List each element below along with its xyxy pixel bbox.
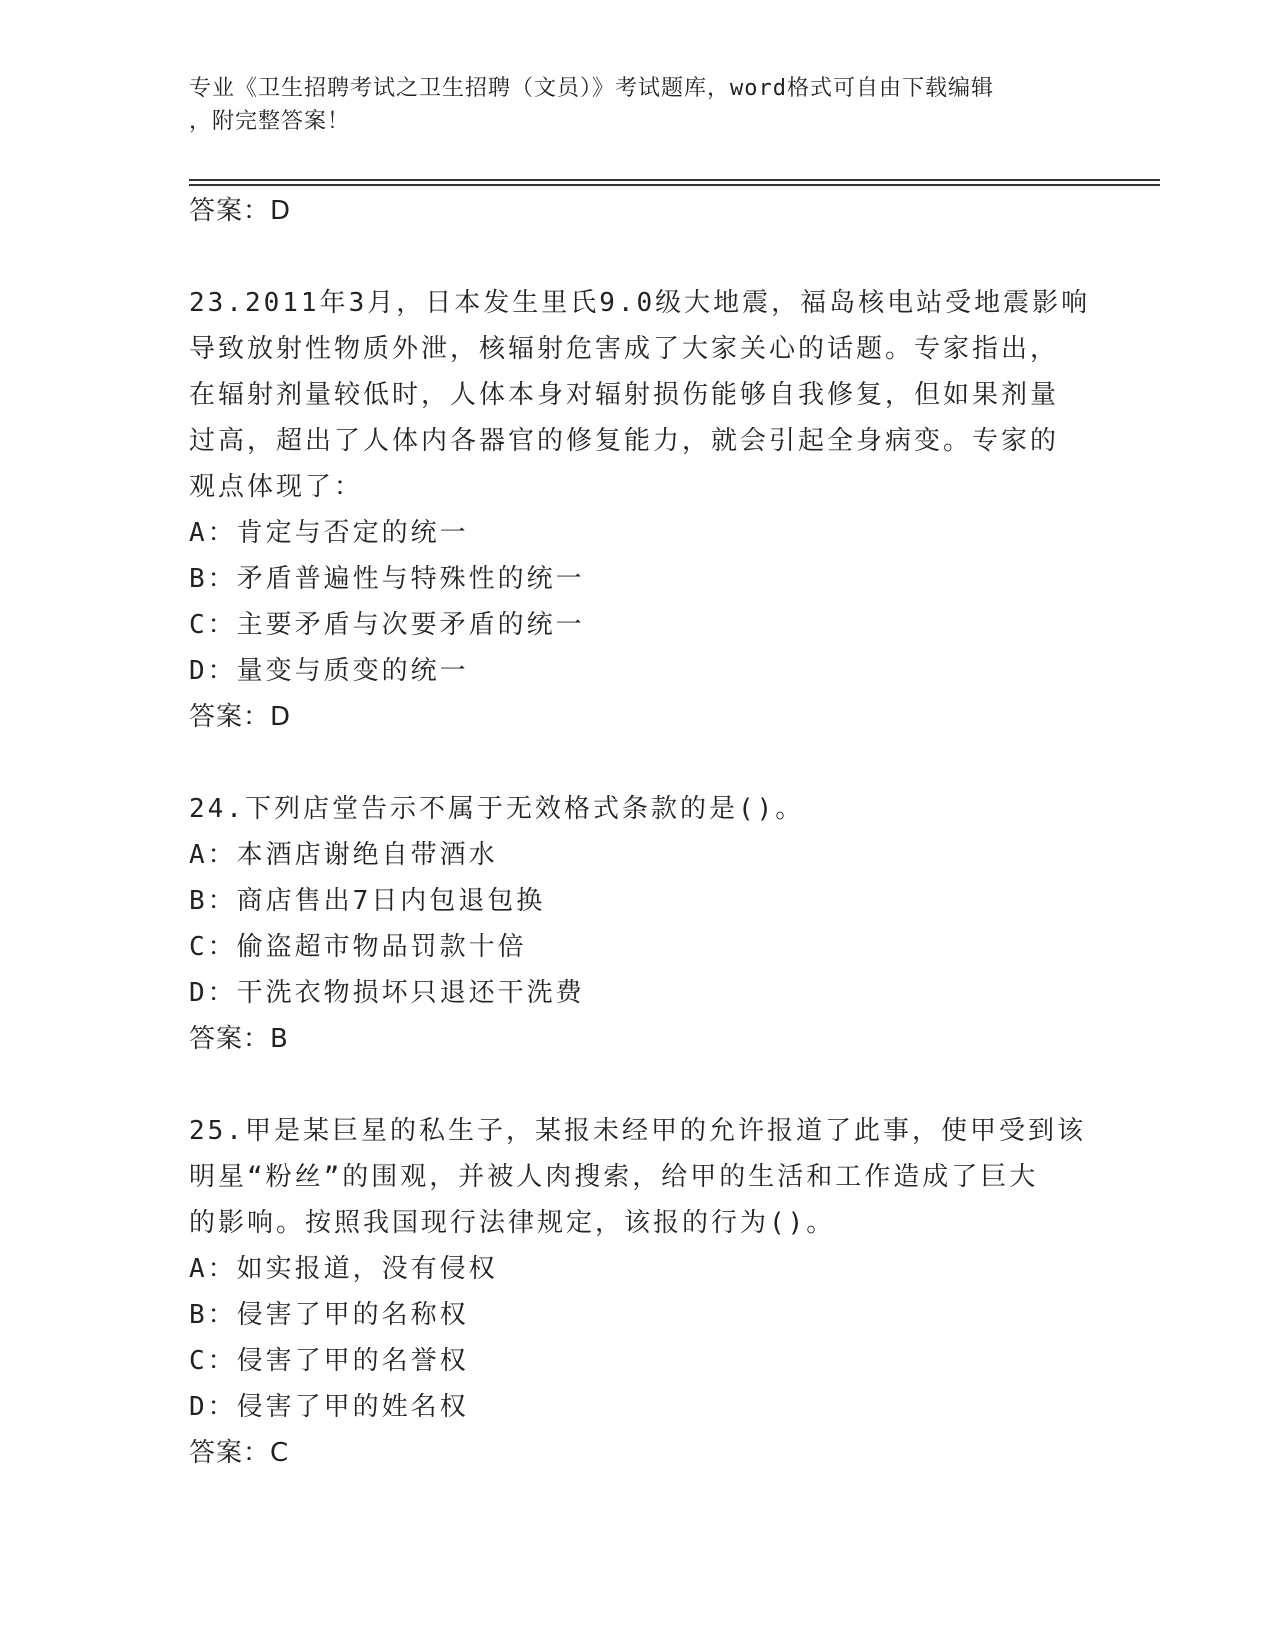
option-b: B：矛盾普遍性与特殊性的统一 <box>189 564 585 594</box>
header-line-1: 专业《卫生招聘考试之卫生招聘（文员）》考试题库，word格式可自由下载编辑 <box>189 76 994 101</box>
question-block <box>189 1108 1109 1476</box>
option-d: D：量变与质变的统一 <box>189 656 469 686</box>
option-c: C：侵害了甲的名誉权 <box>189 1346 469 1376</box>
spacer <box>189 234 1109 280</box>
option-b: B：商店售出7日内包退包换 <box>189 886 546 916</box>
spacer <box>189 1062 1109 1108</box>
document-header <box>189 72 1089 138</box>
question-list <box>189 188 1109 1476</box>
question-stem-line: 明星“粉丝”的围观，并被人肉搜索，给甲的生活和工作造成了巨大 <box>189 1162 1039 1192</box>
question-stem-line: 的影响。按照我国现行法律规定，该报的行为()。 <box>189 1208 836 1238</box>
question-answer: 答案：B <box>189 1024 289 1054</box>
question-stem-line: 24.下列店堂告示不属于无效格式条款的是()。 <box>189 794 805 824</box>
question-stem-line: 过高，超出了人体内各器官的修复能力，就会引起全身病变。专家的 <box>189 426 1060 456</box>
header-divider-bottom <box>189 184 1160 186</box>
option-a: A：如实报道，没有侵权 <box>189 1254 498 1284</box>
option-b: B：侵害了甲的名称权 <box>189 1300 469 1330</box>
question-stem-line: 导致放射性物质外泄，核辐射危害成了大家关心的话题。专家指出， <box>189 334 1060 364</box>
option-d: D：侵害了甲的姓名权 <box>189 1392 469 1422</box>
question-stem-line: 观点体现了： <box>189 472 364 502</box>
question-block <box>189 786 1109 1062</box>
question-stem-line: 23.2011年3月，日本发生里氏9.0级大地震，福岛核电站受地震影响 <box>189 288 1091 318</box>
spacer <box>189 740 1109 786</box>
previous-answer: 答案：D <box>189 196 292 226</box>
option-a: A：肯定与否定的统一 <box>189 518 469 548</box>
question-answer: 答案：C <box>189 1438 290 1468</box>
question-stem-line: 在辐射剂量较低时，人体本身对辐射损伤能够自我修复，但如果剂量 <box>189 380 1060 410</box>
option-c: C：主要矛盾与次要矛盾的统一 <box>189 610 585 640</box>
question-answer: 答案：D <box>189 702 292 732</box>
header-line-2: ，附完整答案！ <box>189 109 351 134</box>
header-divider-top <box>189 179 1160 181</box>
question-block <box>189 280 1109 740</box>
option-a: A：本酒店谢绝自带酒水 <box>189 840 498 870</box>
question-stem-line: 25.甲是某巨星的私生子，某报未经甲的允许报道了此事，使甲受到该 <box>189 1116 1086 1146</box>
option-d: D：干洗衣物损坏只退还干洗费 <box>189 978 585 1008</box>
option-c: C：偷盗超市物品罚款十倍 <box>189 932 527 962</box>
